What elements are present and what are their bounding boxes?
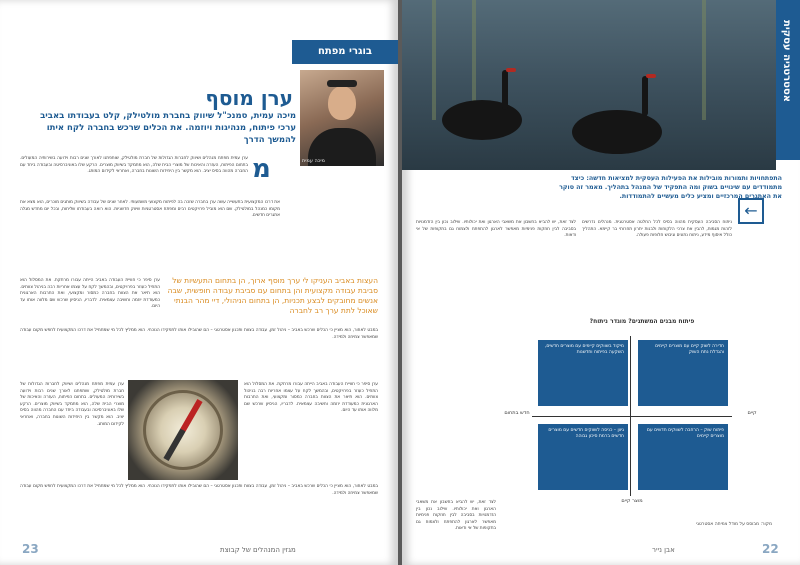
swan-beak [506, 68, 516, 72]
body-paragraph: ערן עמית מפתח מנהלים ושיווק לחברות הגדולות של חברת מולטילק, שותפתנו לאורך שנים רבות וידועה בשירותיה המעולים. בתחום הפיתוח, העזרה והאיכות של מוצרי הבית שלה, הוא מתמקד בשיווק מוצרים. הרקע שלו באוניברסיטה ובעבודה ביחד עם החברה מהווה בסיס יציב. הוא מקשר בין היחידות השונות בחברה, ואחראי לקידום המותג. [20, 156, 248, 175]
author-photo [300, 70, 384, 166]
article-intro: התפתחויות ותמורות מובילות את הפעילות העסקית למציאות חדשה: כיצד מתמודדים עם שינויים בשוק ומה התפקיד של המנהל בתהליך. מאמר זה סוקר את האתגרים המרכזיים ומציע כלים מעשיים להתמודדות. [559, 175, 782, 200]
body-paragraph: לצד זאת, יש להביא בחשבון את משאבי הארגון ואת יכולותיו. שילוב נכון בין הזדמנויות בסביבה לבין חוזקות פנימיות מאפשר לארגון להתפתח ולצמוח גם בתקופות של אי ודאות. [416, 500, 496, 532]
body-paragraph: ערן עמית מפתח מנהלים ושיווק לחברות הגדולות של חברת מולטילק, שותפתנו לאורך שנים רבות וידועה בשירותיה המעולים. בתחום הפיתוח, העזרה והאיכות של מוצרי הבית שלה, הוא מתמקד בשיווק מוצרים. הרקע שלו באוניברסיטה ובעבודה ביחד עם החברה מהווה בסיס יציב. הוא מקשר בין היחידות השונות בחברה, ואחראי לקידום המותג. [20, 382, 124, 427]
article-title: ערן מוסף [205, 86, 293, 110]
axis-label: מוצר קיים [621, 498, 643, 504]
author-face [328, 86, 356, 120]
swan-neck [642, 76, 648, 116]
article-tagline: מיכה עמית, סמנכ"ל שיווק בחברת מולטילק, קלט בעבודתו באביב ערכי פיתוח, מנהיגות ויוזמה. את הכלים שרכש בחברה לקח איתו להמשך הדרך [40, 111, 296, 145]
section-side-tab [776, 0, 800, 160]
side-tab-label: אסטרטגיה עסקית [781, 20, 792, 103]
body-paragraph: את דרכו המקצועית בתעשייה עשה ערן בחברה שזכה בה לפיתוח מקצועי משמעותי. לאחר שנים של עבודה בשיווק מותגים מוכרים, הוא מצא את מקומו כמנהל במולטילק. שם הוא מוביל פרויקטים רבים ומפתח אסטרטגיות שיווק חדשניות. הוא רואה בעבודתו שליחות, ובכל יום מחדש מגלה אתגרים חדשים. [20, 200, 280, 219]
body-paragraph: במבט לאחור, הוא מציין כי הכלים שרכש באביב – ניהול זמן, עבודה בצוות ותכנון אסטרטגי – הם שהובילו אותו לתפקידו הנוכחי. הוא ממליץ לכל מי שמתחיל את דרכו המקצועית לחפש מקום עבודה שמאפשר צמיחה ולמידה. [20, 484, 378, 496]
black-swan [572, 110, 662, 154]
photo-caption: מיכה עמית [302, 158, 325, 164]
body-paragraph: ערן סיפר כי חוויית העבודה באביב הייתה עבורו מרתקת. את המסלול הוא התחיל כעוזר בפרויקטים, ובהמשך לקח על עצמו אחריות רבה בניהול צוותים. הוא תיאר את הצוות בחברה כמסור ומקצועי, ואת התרבות הארגונית כמעודדת יוזמה וחשיבה עצמאית. לדבריו, הניסיון שרכש שם מלווה אותו עד היום. [244, 382, 378, 414]
matrix-quadrant: מיקוד בשווקים קיימים עם מוצרים חדשים, השקעה בפיתוח וחדשנות [538, 340, 628, 406]
matrix-quadrant: פיתוח שוק – הרחבה לשווקים חדשים עם מוצרים קיימים [638, 424, 728, 490]
swan-neck [502, 70, 508, 110]
section-banner: בוגרי מפתח [292, 40, 398, 64]
pull-quote: העצות באביב העניקו לי ערך מוסף ארוך, הן בתחום התעשיות של סביבת עבודה מקצועית והן בתחום עם סביבת עבודה חופשית, שבה אנשים מחובקים לבצע תכניות, הן בתחום הניהולי, דיי מהר הבנתי שאוכל לתת ערך רב לחברה [167, 276, 378, 315]
body-paragraph: ערן סיפר כי חוויית העבודה באביב הייתה עבורו מרתקת. את המסלול הוא התחיל כעוזר בפרויקטים, ובהמשך לקח על עצמו אחריות רבה בניהול צוותים. הוא תיאר את הצוות בחברה כמסור ומקצועי, ואת התרבות הארגונית כמעודדת יוזמה וחשיבה עצמאית. לדבריו, הניסיון שרכש שם מלווה אותו עד היום. [20, 278, 160, 310]
axis-horizontal [532, 416, 732, 417]
page-number: 22 [762, 542, 779, 556]
sunglasses [327, 80, 357, 87]
swan-beak [646, 74, 656, 78]
strategy-matrix [502, 318, 772, 520]
body-paragraph: ניתוח הסביבה העסקית מהווה בסיס לכל החלטה אסטרטגית. מנהלים נדרשים לזהות מגמות, להבין את צרכי הלקוחות ולבנות יתרון תחרותי בר קיימא. התהליך כולל איסוף מידע, ניתוח נתונים וגיבוש חלופות פעולה. [582, 220, 732, 239]
page-number: 23 [22, 542, 39, 556]
reed [702, 0, 706, 120]
black-swan [442, 100, 522, 140]
matrix-quadrant: חדירה לשוק קיים עם מוצרים קיימים והגדלת נתח השוק [638, 340, 728, 406]
black-swans-photo [402, 0, 776, 170]
axis-label: קיים [747, 410, 757, 416]
drop-cap: מ [252, 154, 271, 184]
footer-text: מגזין המנהלים של קבוצת [220, 546, 296, 554]
left-page [0, 0, 398, 565]
axis-vertical [630, 336, 631, 496]
footer-text: אבן נייר [652, 546, 675, 554]
reed [432, 0, 436, 120]
arrow-left-icon: ← [738, 198, 764, 224]
diagram-title: פיתוח מבנים המשתנים? מוגדר ניתוח? [589, 318, 695, 325]
body-paragraph: במבט לאחור, הוא מציין כי הכלים שרכש באביב – ניהול זמן, עבודה בצוות ותכנון אסטרטגי – הם שהובילו אותו לתפקידו הנוכחי. הוא ממליץ לכל מי שמתחיל את דרכו המקצועית לחפש מקום עבודה שמאפשר צמיחה ולמידה. [20, 328, 378, 340]
right-page [402, 0, 800, 565]
axis-label: חדש בתחום [504, 410, 530, 416]
matrix-quadrant: גיוון – כניסה לשווקים חדשים עם מוצרים חדשים ברמת סיכון גבוהה [538, 424, 628, 490]
diagram-footnote: מקור: מבוסס על מודל צמיחה אסטרטגי [696, 522, 772, 527]
body-paragraph: לצד זאת, יש להביא בחשבון את משאבי הארגון ואת יכולותיו. שילוב נכון בין הזדמנויות בסביבה לבין חוזקות פנימיות מאפשר לארגון להתפתח ולצמוח גם בתקופות של אי ודאות. [416, 220, 576, 239]
compass-photo [128, 380, 238, 480]
